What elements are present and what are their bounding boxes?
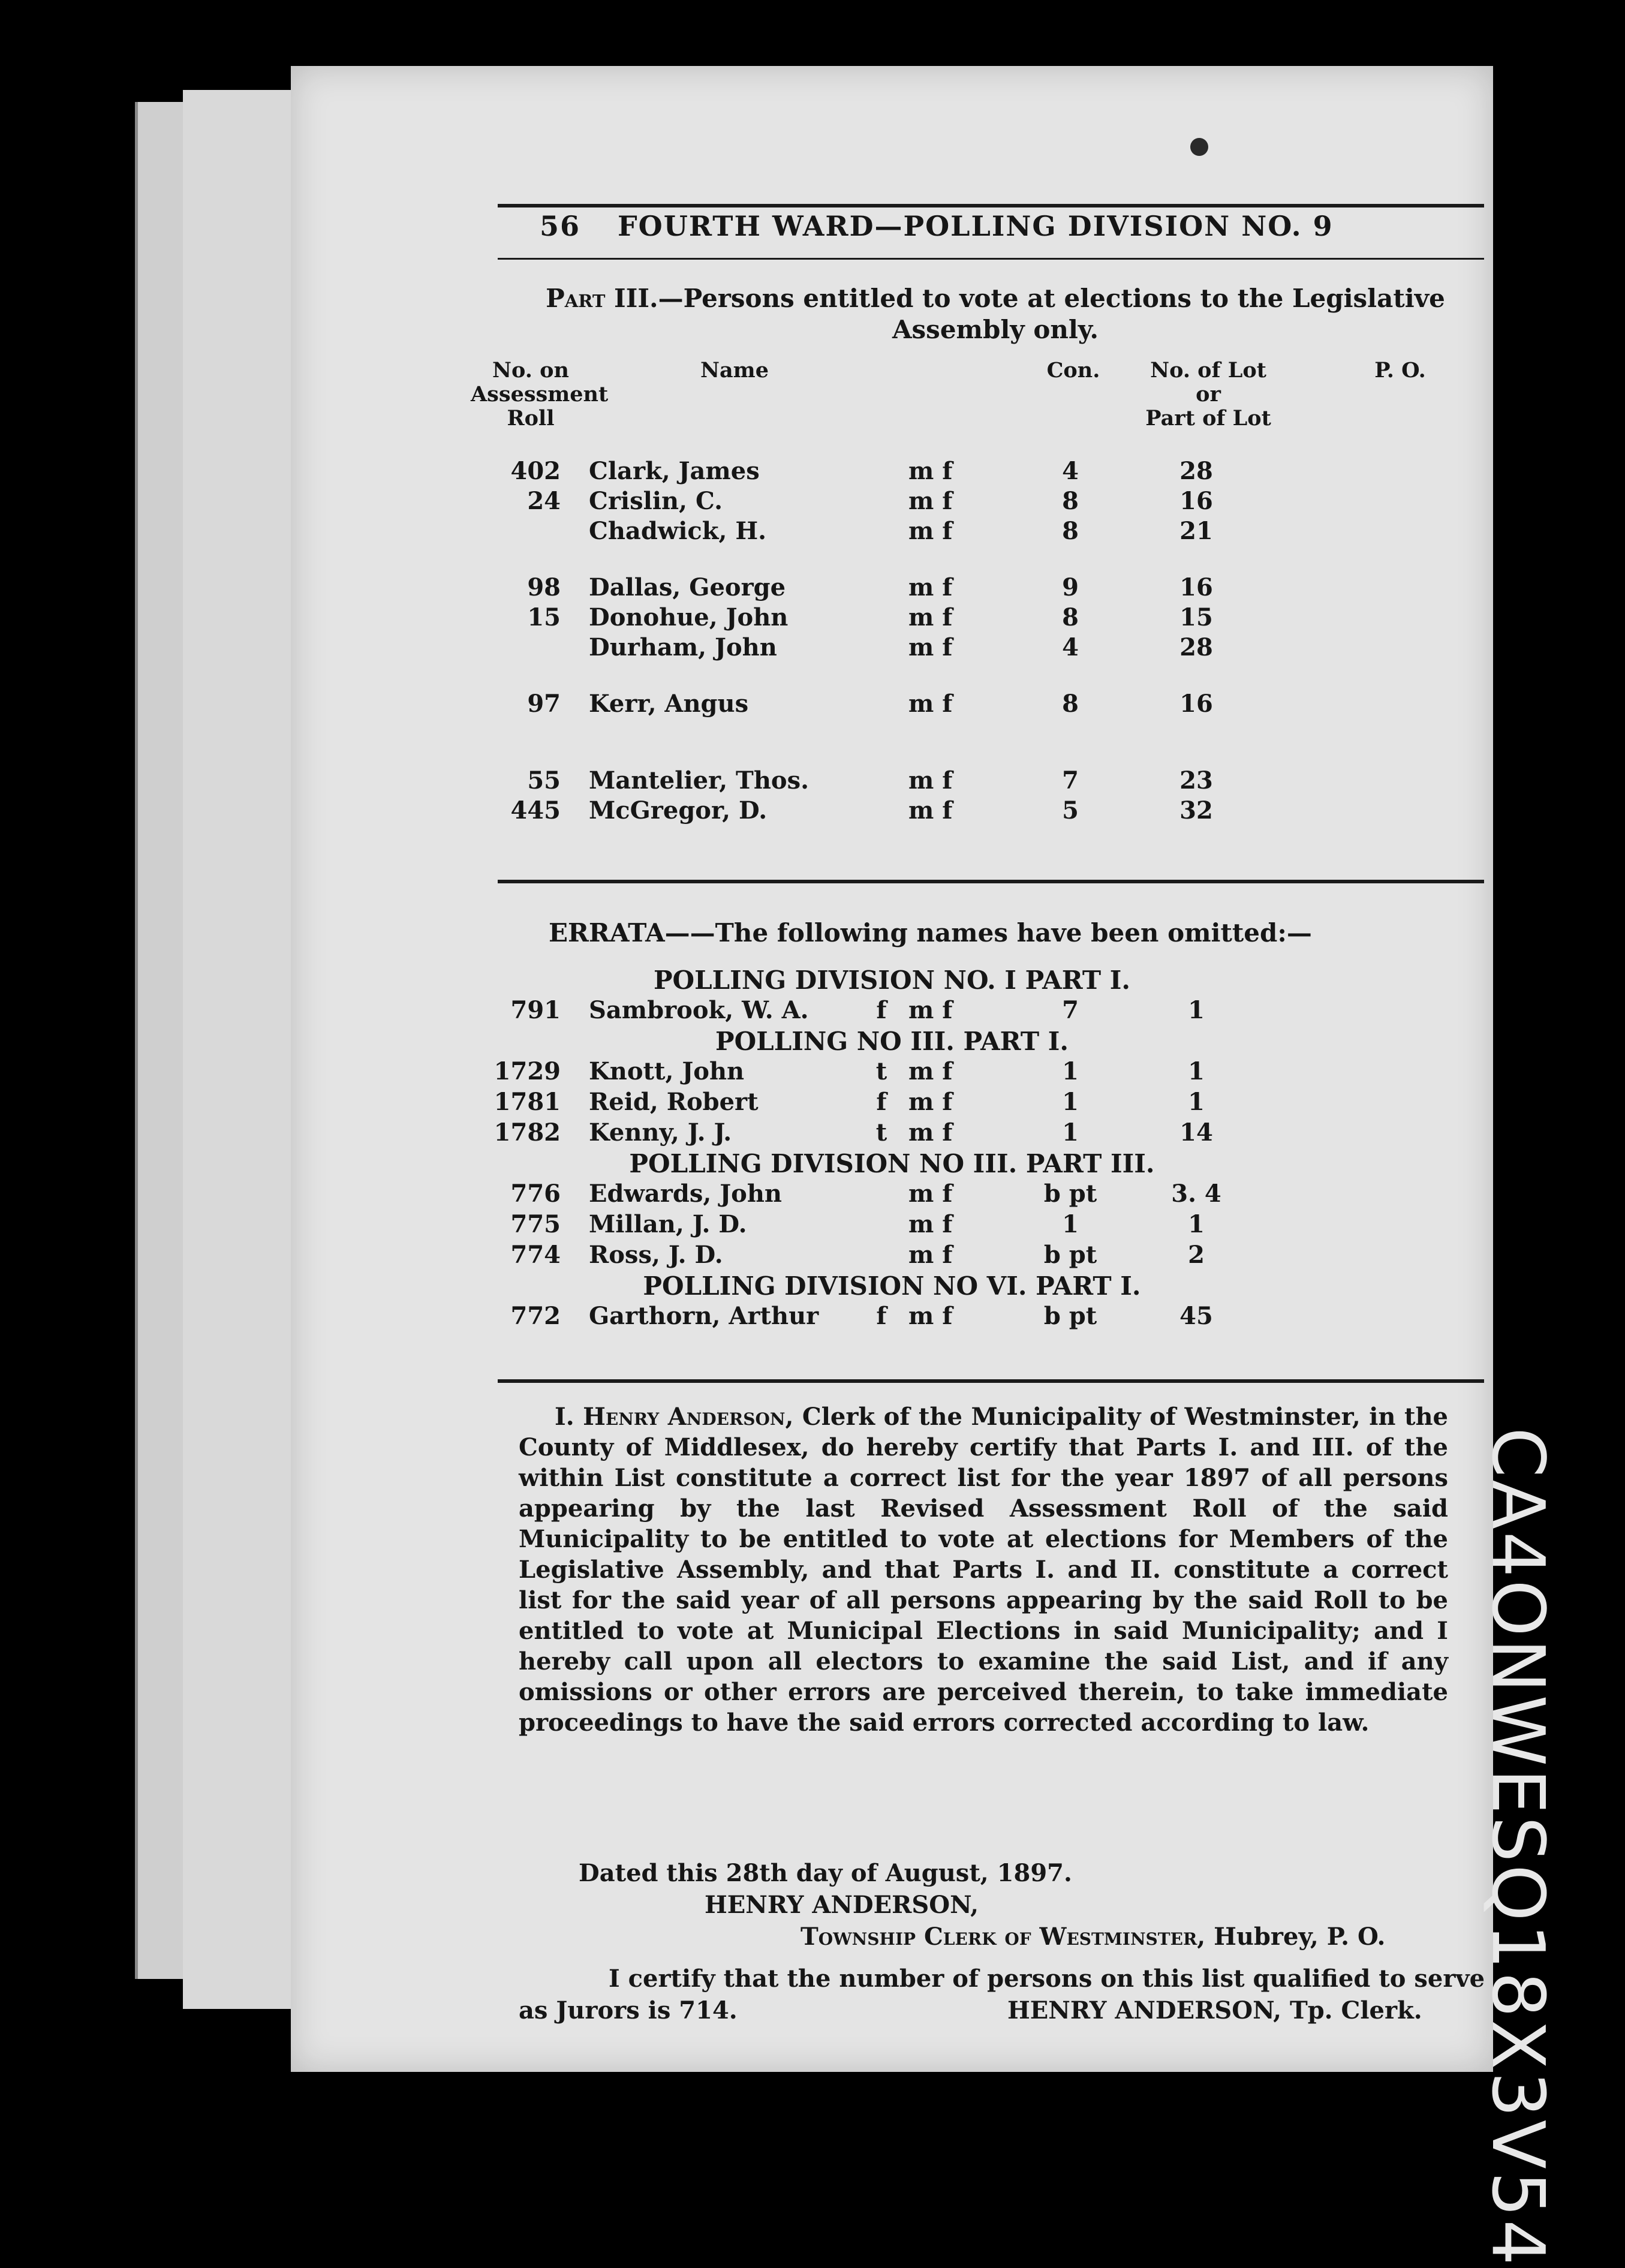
column-header-line: Part of Lot: [1145, 406, 1271, 431]
certificate-clerk-title: [801, 1923, 1385, 1951]
tenant-freeholder-cell: f: [876, 1302, 887, 1330]
errata-group-title: POLLING DIVISION NO III. PART III.: [629, 1149, 1155, 1178]
assessment-no-cell: 1729: [493, 1057, 561, 1085]
name-cell: Crislin, C.: [589, 487, 723, 515]
table-row: [291, 996, 1493, 1026]
table-row: [291, 573, 1493, 603]
sex-cell: m f: [908, 487, 953, 515]
sex-cell: m f: [908, 457, 953, 485]
assessment-no-cell: 98: [527, 573, 561, 601]
table-row: [291, 766, 1493, 796]
certificate-paragraph: [519, 1401, 1448, 1738]
con-cell: 7: [1062, 996, 1079, 1024]
handwritten-archive-mark: [1457, 1427, 1577, 2268]
sex-cell: m f: [908, 996, 953, 1024]
tenant-freeholder-cell: t: [875, 1057, 887, 1085]
con-cell: 8: [1062, 487, 1079, 515]
name-cell: Edwards, John: [589, 1180, 782, 1208]
errata-group-title: POLLING NO III. PART I.: [715, 1027, 1069, 1056]
column-header-po: P. O.: [1374, 358, 1426, 383]
con-cell: b pt: [1043, 1241, 1097, 1269]
sex-cell: m f: [908, 1118, 953, 1147]
lot-cell: 28: [1179, 457, 1213, 485]
column-header-name: Name: [700, 358, 769, 383]
table-row: [291, 603, 1493, 633]
assessment-no-cell: 97: [527, 690, 561, 718]
con-cell: 1: [1062, 1088, 1079, 1116]
name-cell: Dallas, George: [589, 573, 786, 601]
section-rule: [498, 1379, 1484, 1383]
jurors-count: as Jurors is 714.: [519, 1996, 738, 2025]
assessment-no-cell: 776: [510, 1180, 561, 1208]
part3-label: Part III.: [546, 284, 658, 313]
assessment-no-cell: 24: [527, 487, 561, 515]
column-header-line: or: [1196, 382, 1221, 407]
sex-cell: m f: [908, 517, 953, 545]
lot-cell: 32: [1179, 796, 1213, 825]
table-row: [291, 1302, 1493, 1332]
name-cell: Mantelier, Thos.: [589, 766, 810, 795]
column-header-assessment-no: [471, 358, 609, 431]
lot-cell: 16: [1179, 690, 1213, 718]
lot-cell: 2: [1188, 1241, 1205, 1269]
sex-cell: m f: [908, 1088, 953, 1116]
lot-cell: 16: [1179, 487, 1213, 515]
section-rule: [498, 880, 1484, 883]
sex-cell: m f: [908, 573, 953, 601]
lot-cell: 3. 4: [1171, 1180, 1221, 1208]
sex-cell: m f: [908, 1057, 953, 1085]
tenant-freeholder-cell: f: [876, 1088, 887, 1116]
name-cell: McGregor, D.: [589, 796, 768, 825]
assessment-no-cell: 402: [510, 457, 561, 485]
name-cell: Millan, J. D.: [589, 1210, 747, 1238]
name-cell: Reid, Robert: [589, 1088, 759, 1116]
assessment-no-cell: 1781: [493, 1088, 561, 1116]
name-cell: Donohue, John: [589, 603, 789, 631]
con-cell: 8: [1062, 603, 1079, 631]
assessment-no-cell: 55: [527, 766, 561, 795]
assessment-no-cell: 1782: [493, 1118, 561, 1147]
assessment-no-cell: 774: [510, 1241, 561, 1269]
binding-hole: [1190, 138, 1208, 156]
name-cell: Durham, John: [589, 633, 777, 661]
column-header-lot: [1130, 359, 1286, 431]
part3-title-line2: Assembly only.: [892, 315, 1099, 344]
table-row: [291, 1118, 1493, 1148]
name-cell: Kerr, Angus: [589, 690, 749, 718]
lot-cell: 1: [1188, 1057, 1205, 1085]
con-cell: 9: [1062, 573, 1079, 601]
con-cell: 8: [1062, 690, 1079, 718]
con-cell: b pt: [1043, 1180, 1097, 1208]
sex-cell: m f: [908, 603, 953, 631]
lot-cell: 21: [1179, 517, 1213, 545]
name-cell: Kenny, J. J.: [589, 1118, 732, 1147]
sex-cell: m f: [908, 1180, 953, 1208]
sex-cell: m f: [908, 796, 953, 825]
lot-cell: 1: [1188, 1088, 1205, 1116]
lot-cell: 16: [1179, 573, 1213, 601]
table-row: [291, 457, 1493, 487]
clerk-post-office: Hubrey, P. O.: [1214, 1923, 1386, 1951]
table-row: [291, 1180, 1493, 1210]
lot-cell: 1: [1188, 996, 1205, 1024]
page-number: 56: [540, 210, 581, 242]
table-row: [291, 517, 1493, 547]
name-cell: Knott, John: [589, 1057, 745, 1085]
certificate-opening: I.: [555, 1403, 574, 1431]
name-cell: Garthorn, Arthur: [589, 1302, 819, 1330]
header-rule-top: [498, 204, 1484, 207]
lot-cell: 14: [1179, 1118, 1213, 1147]
con-cell: 8: [1062, 517, 1079, 545]
certificate-body: , Clerk of the Municipality of Westminster, in the County of Middlesex, do hereby certify that Parts I. and III. of the within List constitute a correct list for the year 1897 of all persons appearing by the last Revised Assessment Roll of the said Municipality to be entitled to vote at elections for Members of the Legislative Assembly, and that Parts I. and II. constitute a correct list for the said year of all persons appearing by the said Roll to be entitled to vote at Municipal Elections in said Municipality; and I hereby call upon all electors to examine the said List, and if any omissions or other errors are perceived therein, to take immediate proceedings to have the said errors corrected according to law.: [519, 1403, 1448, 1737]
lot-cell: 23: [1179, 766, 1213, 795]
con-cell: 4: [1062, 633, 1079, 661]
con-cell: 1: [1062, 1210, 1079, 1238]
con-cell: 5: [1062, 796, 1079, 825]
sex-cell: m f: [908, 633, 953, 661]
sex-cell: m f: [908, 690, 953, 718]
table-row: [291, 1057, 1493, 1087]
name-cell: Sambrook, W. A.: [589, 996, 809, 1024]
name-cell: Clark, James: [589, 457, 760, 485]
assessment-no-cell: 15: [527, 603, 561, 631]
certificate-clerk-name: Henry Anderson: [583, 1403, 786, 1431]
column-header-con: Con.: [1046, 358, 1100, 383]
name-cell: Chadwick, H.: [589, 517, 767, 545]
jurors-statement: I certify that the number of persons on this list qualified to serve: [609, 1965, 1485, 1993]
table-row: [291, 1210, 1493, 1240]
errata-heading: ERRATA——The following names have been omitted:—: [549, 918, 1312, 947]
lot-cell: 28: [1179, 633, 1213, 661]
certificate-date: Dated this 28th day of August, 1897.: [579, 1859, 1072, 1887]
column-header-line: Assessment: [471, 382, 609, 407]
con-cell: 4: [1062, 457, 1079, 485]
assessment-no-cell: 791: [510, 996, 561, 1024]
tenant-freeholder-cell: f: [876, 996, 887, 1024]
assessment-no-cell: 772: [510, 1302, 561, 1330]
tenant-freeholder-cell: t: [875, 1118, 887, 1147]
table-row: [291, 796, 1493, 826]
page-header-title: FOURTH WARD—POLLING DIVISION NO. 9: [618, 210, 1334, 242]
table-row: [291, 1088, 1493, 1118]
column-header-line: No. on: [492, 358, 569, 383]
errata-group-title: POLLING DIVISION NO. I PART I.: [653, 965, 1131, 995]
table-row: [291, 690, 1493, 720]
underlying-page-edge: [183, 90, 306, 2009]
jurors-signature: HENRY ANDERSON, Tp. Clerk.: [1007, 1996, 1422, 2025]
part3-title: [507, 283, 1484, 345]
archive-mark-text: CA4ONWESQ18X3V54: [1476, 1427, 1559, 2268]
con-cell: 7: [1062, 766, 1079, 795]
assessment-no-cell: 775: [510, 1210, 561, 1238]
header-rule-bottom: [498, 258, 1484, 260]
lot-cell: 1: [1188, 1210, 1205, 1238]
table-row: [291, 633, 1493, 663]
certificate-signature: HENRY ANDERSON,: [705, 1891, 979, 1919]
assessment-no-cell: 445: [510, 796, 561, 825]
sex-cell: m f: [908, 1302, 953, 1330]
document-page: [291, 66, 1493, 2072]
table-row: [291, 1241, 1493, 1271]
con-cell: b pt: [1043, 1302, 1097, 1330]
name-cell: Ross, J. D.: [589, 1241, 723, 1269]
sex-cell: m f: [908, 766, 953, 795]
con-cell: 1: [1062, 1118, 1079, 1147]
con-cell: 1: [1062, 1057, 1079, 1085]
column-header-line: Roll: [507, 406, 555, 431]
lot-cell: 45: [1179, 1302, 1213, 1330]
table-row: [291, 487, 1493, 517]
lot-cell: 15: [1179, 603, 1213, 631]
errata-group-title: POLLING DIVISION NO VI. PART I.: [643, 1271, 1141, 1301]
clerk-title-text: Township Clerk of Westminster,: [801, 1923, 1206, 1951]
sex-cell: m f: [908, 1241, 953, 1269]
part3-title-text: —Persons entitled to vote at elections to the Legislative: [658, 284, 1445, 313]
column-header-line: No. of Lot: [1150, 358, 1266, 383]
sex-cell: m f: [908, 1210, 953, 1238]
